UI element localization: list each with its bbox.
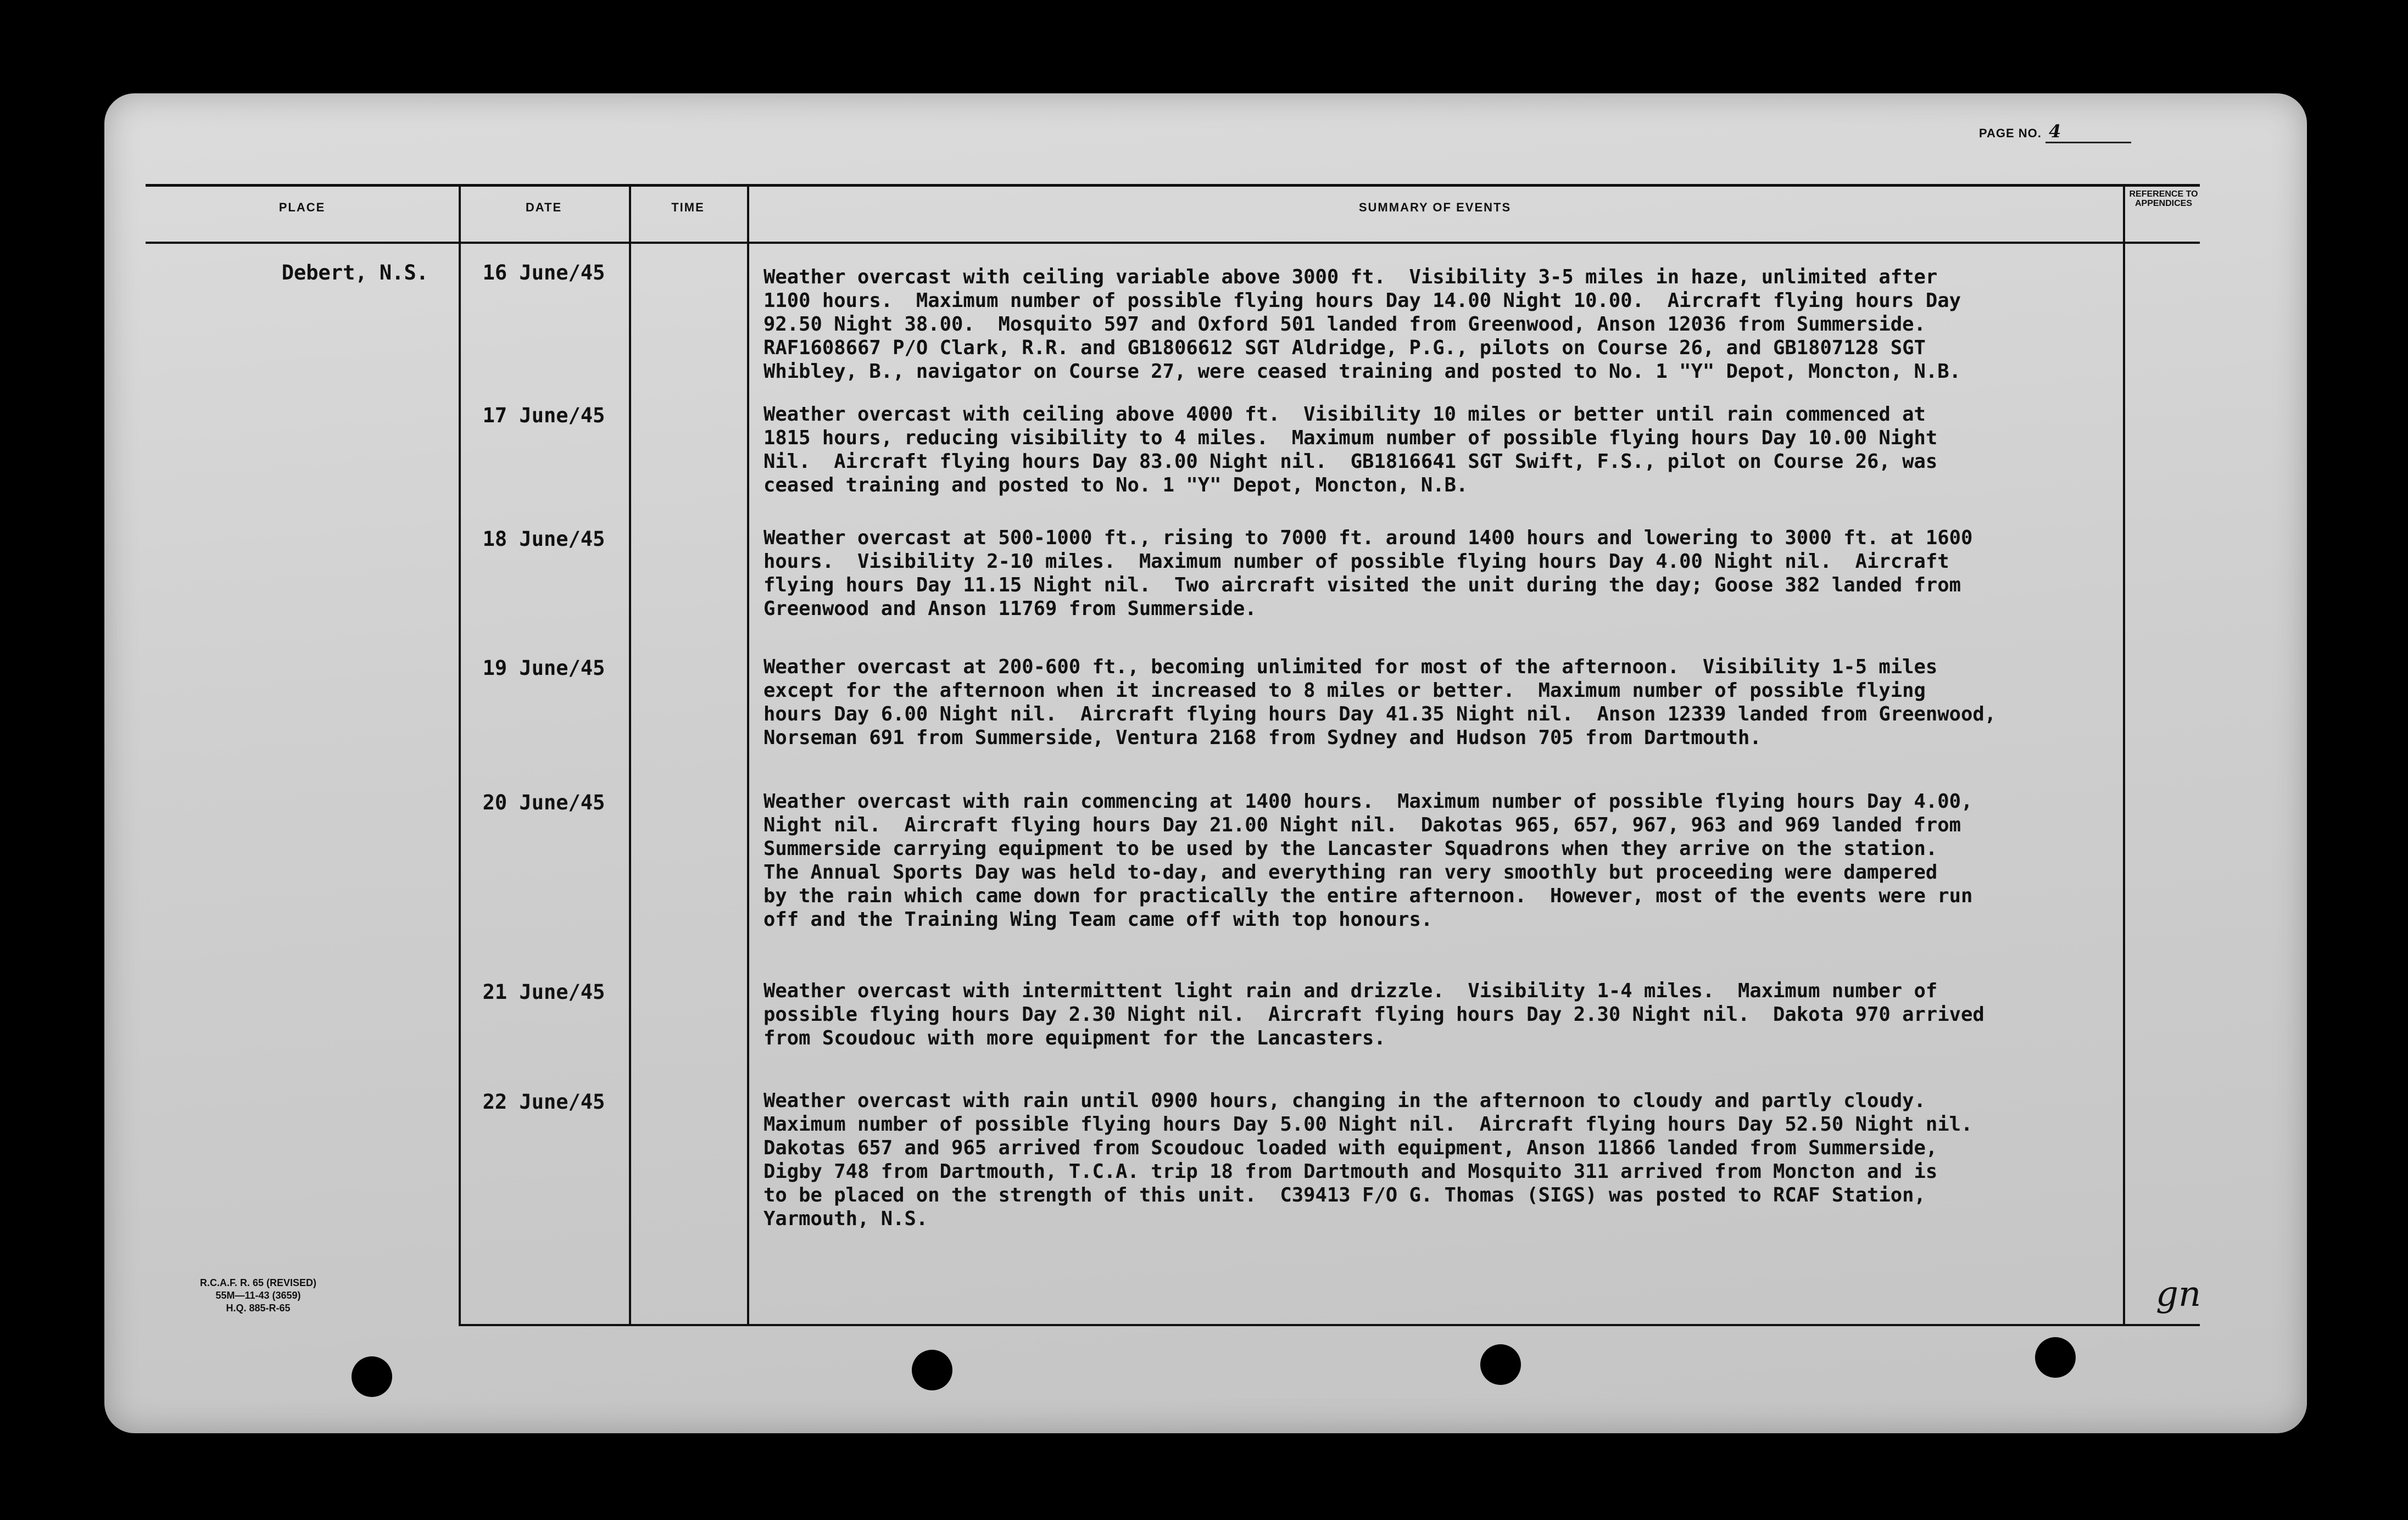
binder-hole (2035, 1337, 2076, 1378)
entry-text: Weather overcast with rain commencing at 1400 hours. Maximum number of possible flying hours Day 4.00, Night nil. Aircraft flying hours Day 21.00 Night nil. Dakotas 965, 657, 967, 963 and 969 landed from Summerside carrying equipment to be used by the Lancaster Squadrons when they arrive on the station. The Annual Sports Day was held to-day, and everything ran very smoothly but proceeding were dampered by the rain which came down for practically the entire afternoon. However, most of the events were run off and the Training Wing Team came off with top honours. (763, 790, 1973, 931)
binder-hole (912, 1350, 952, 1390)
header-rule (146, 242, 2200, 244)
entry-text: Weather overcast with ceiling variable above 3000 ft. Visibility 3-5 miles in haze, unlimited after 1100 hours. Maximum number of possible flying hours Day 14.00 Night 10.00. Aircraft flying hours Day 92.50 Night 38.00. Mosquito 597 and Oxford 501 landed from Greenwood, Anson 12036 from Summerside. RAF1608667 P/O Clark, R.R. and GB1806612 SGT Aldridge, P.G., pilots on Course 26, and GB1807128 SGT Whibley, B., navigator on Course 27, were ceased training and posted to No. 1 "Y" Depot, Moncton, N.B. (763, 266, 1961, 383)
page-number-value: 4 (2045, 121, 2131, 143)
table-bottom-rule (459, 1324, 2200, 1326)
entry-date: 22 June/45 (482, 1090, 605, 1114)
entry-date: 16 June/45 (482, 261, 605, 284)
page-number (1979, 121, 2131, 143)
header-date: DATE (525, 200, 562, 214)
column-divider-date (629, 184, 631, 1326)
binder-hole (352, 1356, 392, 1397)
column-divider-summary (2123, 184, 2125, 1326)
page-number-label: PAGE NO. (1978, 126, 2042, 140)
handwritten-initials: gn (2156, 1274, 2201, 1315)
entry-text: Weather overcast with rain until 0900 hours, changing in the afternoon to cloudy and partly cloudy. Maximum number of possible flying hours Day 5.00 Night nil. Aircraft flying hours Day 52.50 Night nil. Dakotas 657 and 965 arrived from Scoudouc loaded with equipment, Anson 11866 landed from Summerside, Digby 748 from Dartmouth, T.C.A. trip 18 from Dartmouth and Mosquito 311 arrived from Moncton and is to be placed on the strength of this unit. C39413 F/O G. Thomas (SIGS) was posted to RCAF Station, Yarmouth, N.S. (763, 1089, 1973, 1230)
place-cell: Debert, N.S. (281, 261, 428, 284)
form-code (168, 1277, 349, 1315)
entry-text: Weather overcast with intermittent light rain and drizzle. Visibility 1-4 miles. Maximum number of possible flying hours Day 2.30 Night nil. Aircraft flying hours Day 2.30 Night nil. Dakota 970 arrived from Scoudouc with more equipment for the Lancasters. (763, 980, 1985, 1049)
entry-date: 18 June/45 (482, 527, 605, 551)
table-top-rule (146, 184, 2200, 187)
column-divider-place (459, 184, 461, 1326)
entry-date: 17 June/45 (482, 404, 605, 427)
header-time: TIME (671, 200, 705, 214)
form-code-line: H.Q. 885-R-65 (226, 1303, 291, 1314)
entry-text: Weather overcast with ceiling above 4000 ft. Visibility 10 miles or better until rain commenced at 1815 hours, reducing visibility to 4 miles. Maximum number of possible flying hours Day 10.00 Night Nil. Aircraft flying hours Day 83.00 Night nil. GB1816641 SGT Swift, F.S., pilot on Course 26, was ceased training and posted to No. 1 "Y" Depot, Moncton, N.B. (763, 403, 1938, 496)
entry-date: 19 June/45 (482, 656, 605, 680)
entry-date: 20 June/45 (482, 791, 605, 814)
binder-hole (1480, 1344, 1521, 1385)
entry-text: Weather overcast at 200-600 ft., becoming unlimited for most of the afternoon. Visibility 1-5 miles except for the afternoon when it increased to 8 miles or better. Maximum number of possible flying hours Day 6.00 Night nil. Aircraft flying hours Day 41.35 Night nil. Anson 12339 landed from Greenwood, Norseman 691 from Summerside, Ventura 2168 from Sydney and Hudson 705 from Dartmouth. (763, 656, 1997, 749)
operations-record-form (146, 184, 2200, 1326)
entry-text: Weather overcast at 500-1000 ft., rising to 7000 ft. around 1400 hours and lowering to 3000 ft. at 1600 hours. Visibility 2-10 miles. Maximum number of possible flying hours Day 4.00 Night nil. Aircraft flying hours Day 11.15 Night nil. Two aircraft visited the unit during the day; Goose 382 landed from Greenwood and Anson 11769 from Summerside. (763, 527, 1973, 620)
diary-page (104, 93, 2307, 1433)
header-summary: SUMMARY OF EVENTS (1358, 200, 1512, 214)
column-divider-time (747, 184, 749, 1326)
form-code-line: 55M—11-43 (3659) (215, 1290, 301, 1301)
entry-date: 21 June/45 (482, 980, 605, 1004)
form-code-line: R.C.A.F. R. 65 (REVISED) (199, 1277, 317, 1288)
header-reference: REFERENCE TO APPENDICES (2129, 189, 2198, 208)
header-place: PLACE (278, 200, 326, 214)
